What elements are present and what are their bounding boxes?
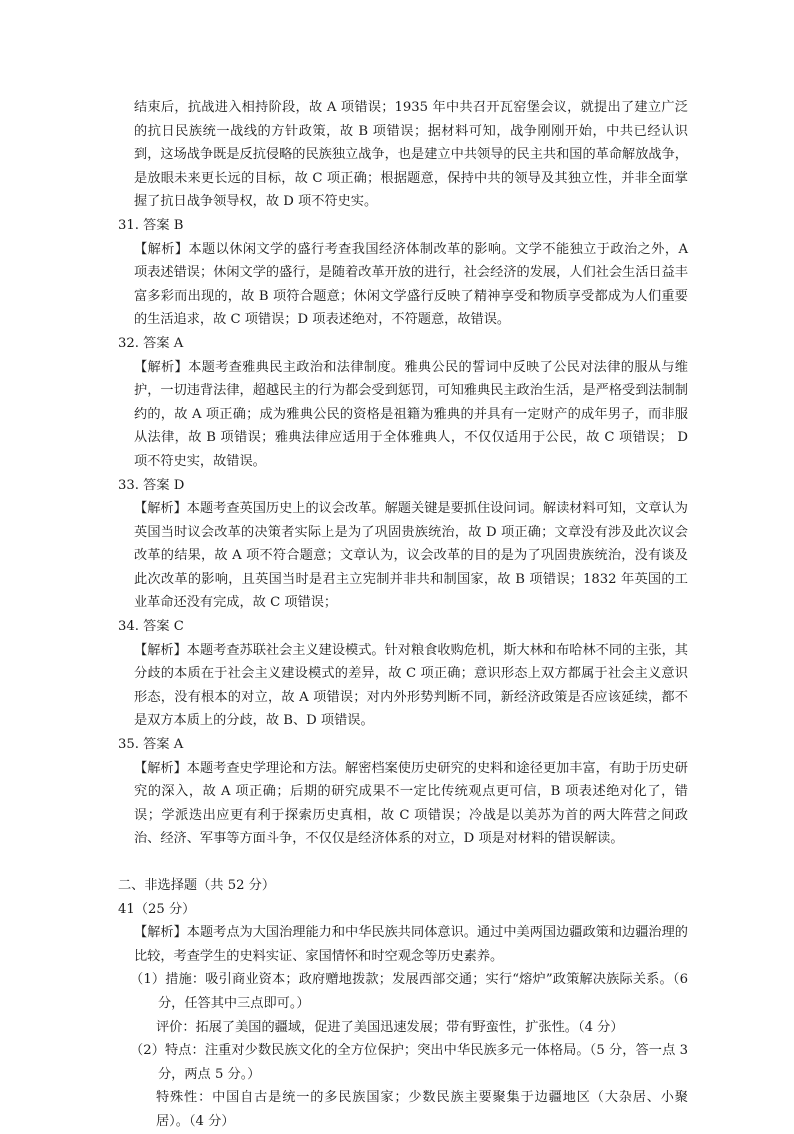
answer-33-label: 33. 答案 D: [118, 477, 185, 493]
paragraph-30-continuation: 结束后，抗战进入相持阶段，故 A 项错误；1935 年中共召开瓦窑堡会议，就提出了建立广泛的抗日民族统一战线的方针政策，故 B 项错误；据材料可知，战争刚刚开始，中共已经认识到，这场战争既是反抗侵略的民族独立战争，也是建立中共领导的民主共和国的革命解放战争，是放眼未来更长远的目标，故 C 项正确；根据题意，保持中共的领导及其独立性，并非全面掌握了抗日战争领导权，故 D 项不符史实。: [134, 100, 688, 210]
answer-34-label: 34. 答案 C: [118, 619, 184, 635]
answer-31-label: 31. 答案 B: [118, 217, 184, 233]
answer-33-analysis: 【解析】本题考查英国历史上的议会改革。解题关键是要抓住设问词。解读材料可知，文章认为英国当时议会改革的决策者实际上是为了巩固贵族统治，故 D 项正确；文章没有涉及此次议会改革的结果，故 A 项不符合题意；文章认为，议会改革的目的是为了巩固贵族统治，没有谈及此次改革的影响，且英国当时是君主立宪制并非共和制国家，故 B 项错误；1832 年英国的工业革命还没有完成，故 C 项错误；: [134, 501, 688, 611]
part-1-evaluation: 评价：拓展了美国的疆域，促进了美国迅速发展；带有野蛮性，扩张性。（4 分）: [156, 1019, 624, 1035]
question-41-label: 41（25 分）: [118, 901, 196, 917]
answer-32-analysis: 【解析】本题考查雅典民主政治和法律制度。雅典公民的誓词中反映了公民对法律的服从与维护，一切违背法律，超越民主的行为都会受到惩罚，可知雅典民主政治生活，是严格受到法制制约的，故 A 项正确；成为雅典公民的资格是祖籍为雅典的并具有一定财产的成年男子，而非服从法律，故 B 项错误；雅典法律应适用于全体雅典人，不仅仅适用于公民，故 C 项错误； D 项不符史实，故错误。: [134, 359, 688, 469]
part-2-features: （2）特点：注重对少数民族文化的全方位保护；突出中华民族多元一体格局。（5 分，答一点 3 分，两点 5 分。）: [130, 1043, 688, 1082]
answer-34-analysis: 【解析】本题考查苏联社会主义建设模式。针对粮食收购危机，斯大林和布哈林不同的主张，其分歧的本质在于社会主义建设模式的差异，故 C 项正确；意识形态上双方都属于社会主义意识形态，没有根本的对立，故 A 项错误；对内外形势判断不同，新经济政策是否应该延续，都不是双方本质上的分歧，故 B、D 项错误。: [134, 642, 688, 729]
part-1-measures: （1）措施：吸引商业资本；政府赠地拨款；发展西部交通；实行“熔炉”政策解决族际关系。（6 分，任答其中三点即可。）: [130, 972, 688, 1011]
document-page: [118, 96, 688, 1134]
part-2-specialty: 特殊性：中国自古是统一的多民族国家；少数民族主要聚集于边疆地区（大杂居、小聚居）。（4 分）: [156, 1090, 688, 1129]
question-41-analysis: 【解析】本题考点为大国治理能力和中华民族共同体意识。通过中美两国边疆政策和边疆治理的比较，考查学生的史料实证、家国情怀和时空观念等历史素养。: [134, 925, 688, 964]
answer-35-label: 35. 答案 A: [118, 737, 184, 753]
section-2-title: 二、非选择题（共 52 分）: [118, 878, 276, 893]
answer-31-analysis: 【解析】本题以休闲文学的盛行考查我国经济体制改革的影响。文学不能独立于政治之外，A 项表述错误；休闲文学的盛行，是随着改革开放的进行，社会经济的发展，人们社会生活日益丰富多彩而出现的，故 B 项符合题意；休闲文学盛行反映了精神享受和物质享受都成为人们重要的生活追求，故 C 项错误；D 项表述绝对，不符题意，故错误。: [134, 241, 688, 328]
section-gap: [118, 851, 688, 874]
answer-32-label: 32. 答案 A: [118, 335, 184, 351]
answer-35-analysis: 【解析】本题考查史学理论和方法。解密档案使历史研究的史料和途径更加丰富，有助于历史研究的深入，故 A 项正确；后期的研究成果不一定比传统观点更可信，B 项表述绝对化了，错误；学派迭出应更有利于探索历史真相，故 C 项错误；冷战是以美苏为首的两大阵营之间政治、经济、军事等方面斗争，不仅仅是经济体系的对立，D 项是对材料的错误解读。: [134, 760, 688, 847]
